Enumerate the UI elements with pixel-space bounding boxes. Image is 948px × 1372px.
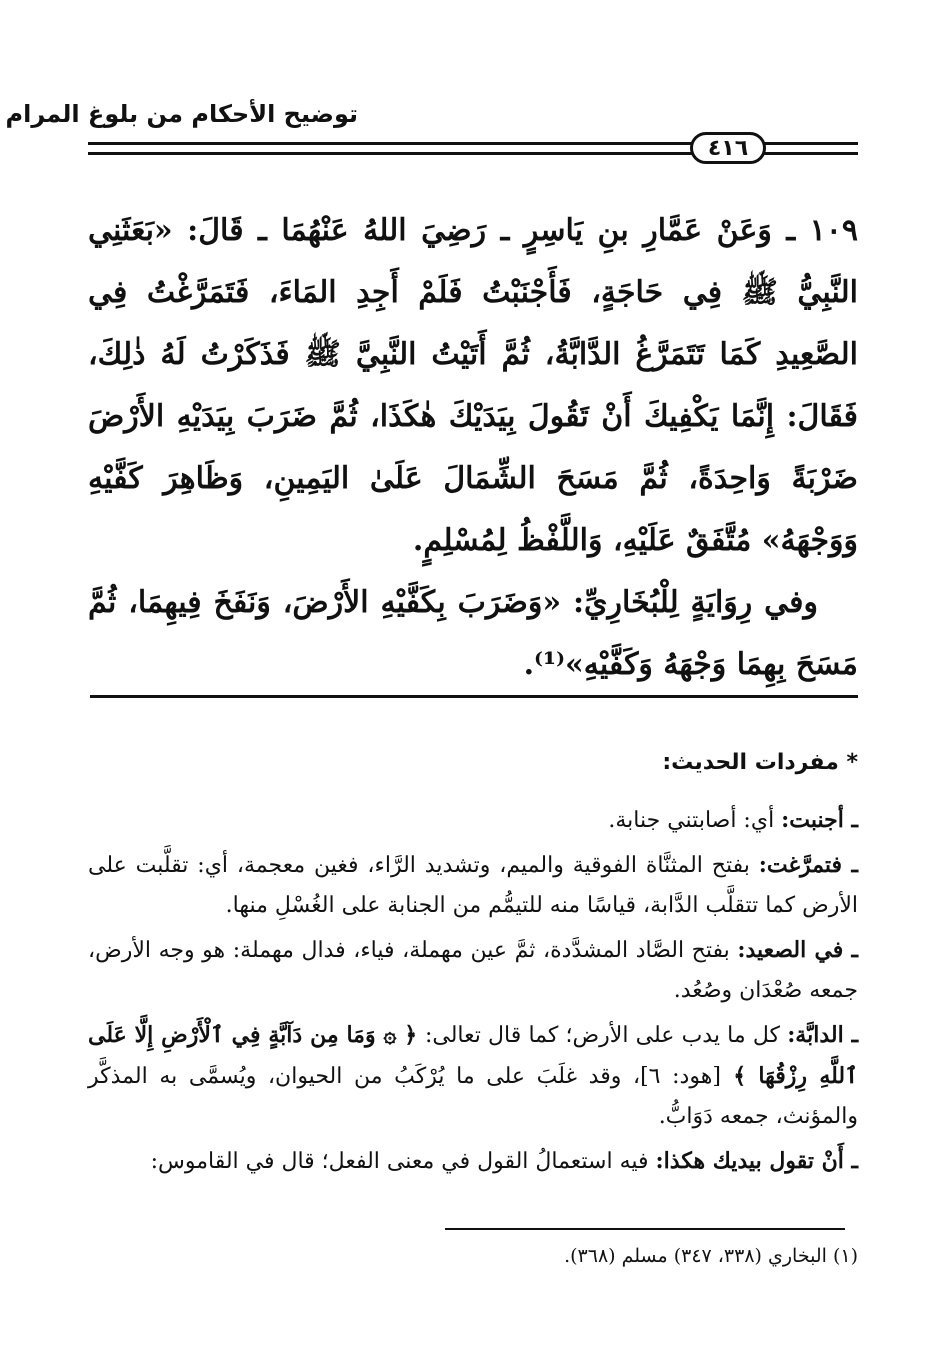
footnote-divider [445, 1228, 845, 1230]
quran-verse: ﴿ ۞ وَمَا مِن دَآبَّةٍ فِي ٱلْأَرْضِ إِلَّا عَلَى ٱللَّهِ رِزْقُهَا ﴾ [88, 1022, 858, 1089]
vocab-term: ـ أَنْ تقول بيديك هكذا: [655, 1148, 858, 1174]
hadith-number: ١٠٩ [809, 213, 858, 248]
hadith-text [88, 200, 858, 696]
vocabulary-list [88, 800, 858, 1186]
vocab-term: ـ في الصعيد: [737, 937, 859, 963]
vocab-definition: كل ما يدب على الأرض؛ كما قال تعالى: [424, 1023, 788, 1048]
running-title: توضيح الأحكام من بلوغ المرام [5, 100, 358, 128]
vocab-entry [88, 800, 858, 841]
hadith-body: ـ وَعَنْ عَمَّارِ بنِ يَاسِرٍ ـ رَضِيَ اللهُ عَنْهُمَا ـ قَالَ: «بَعَثَنِي النَّبِيُّ ﷺ فِي حَاجَةٍ، فَأَجْنَبْتُ فَلَمْ أَجِدِ المَاءَ، فَتَمَرَّغْتُ فِي الصَّعِيدِ كَمَا تَتَمَرَّغُ الدَّابَّةُ، ثُمَّ أَتَيْتُ النَّبِيَّ ﷺ فَذَكَرْتُ لَهُ ذٰلِكَ، فَقَالَ: إِنَّمَا يَكْفِيكَ أَنْ تَقُولَ بِيَدَيْكَ هٰكَذَا، ثُمَّ ضَرَبَ بِيَدَيْهِ الأَرْضَ ضَرْبَةً وَاحِدَةً، ثُمَّ مَسَحَ الشِّمَالَ عَلَىٰ اليَمِينِ، وَظَاهِرَ كَفَّيْهِ وَوَجْهَهُ» مُتَّفَقٌ عَلَيْهِ، وَاللَّفْظُ لِمُسْلِمٍ. [88, 213, 858, 558]
hadith-paragraph-bukhari: وفي رِوَايَةٍ لِلْبُخَارِيِّ: «وَضَرَبَ بِكَفَّيْهِ الأَرْضَ، وَنَفَخَ فِيهِمَا، ثُمَّ مَسَحَ بِهِمَا وَجْهَهُ وَكَفَّيْهِ»⁽¹⁾. [88, 585, 858, 682]
vocab-definition: فيه استعمالُ القول في معنى الفعل؛ قال في القاموس: [150, 1149, 656, 1174]
vocab-definition: بفتح المثنَّاة الفوقية والميم، وتشديد الرَّاء، فغين معجمة، أي: تقلَّبت على الأرض كما تتقلَّب الدَّابة، قياسًا منه للتيمُّم من الجنابة على الغُسْلِ منها. [88, 853, 858, 918]
footnote: (١) البخاري (٣٣٨، ٣٤٧) مسلم (٣٦٨). [564, 1245, 858, 1267]
vocab-term: ـ أجنبت: [781, 807, 858, 833]
vocab-term: ـ فتمرَّغت: [758, 852, 858, 878]
vocab-term: ـ الدابَّة: [787, 1022, 859, 1048]
vocabulary-title: * مفردات الحديث: [662, 750, 858, 775]
section-divider [90, 695, 858, 698]
vocab-definition: أي: أصابتني جنابة. [608, 808, 782, 833]
vocab-definition-continued: [هود: ٦]، وقد غلَبَ على ما يُرْكَبُ من الحيوان، ويُسمَّى به المذكَّر والمؤنث، جمعه دَوَابُّ. [88, 1064, 858, 1129]
page-number: ٤١٦ [690, 132, 766, 164]
hadith-paragraph-main [88, 200, 858, 572]
vocab-entry [88, 1015, 858, 1137]
vocab-entry [88, 930, 858, 1011]
vocab-definition: بفتح الصَّاد المشدَّدة، ثمَّ عين مهملة، فياء، فدال مهملة: هو وجه الأرض، جمعه صُعْدَان وصُعُد. [88, 938, 858, 1003]
vocab-entry [88, 1141, 858, 1182]
vocab-entry [88, 845, 858, 926]
